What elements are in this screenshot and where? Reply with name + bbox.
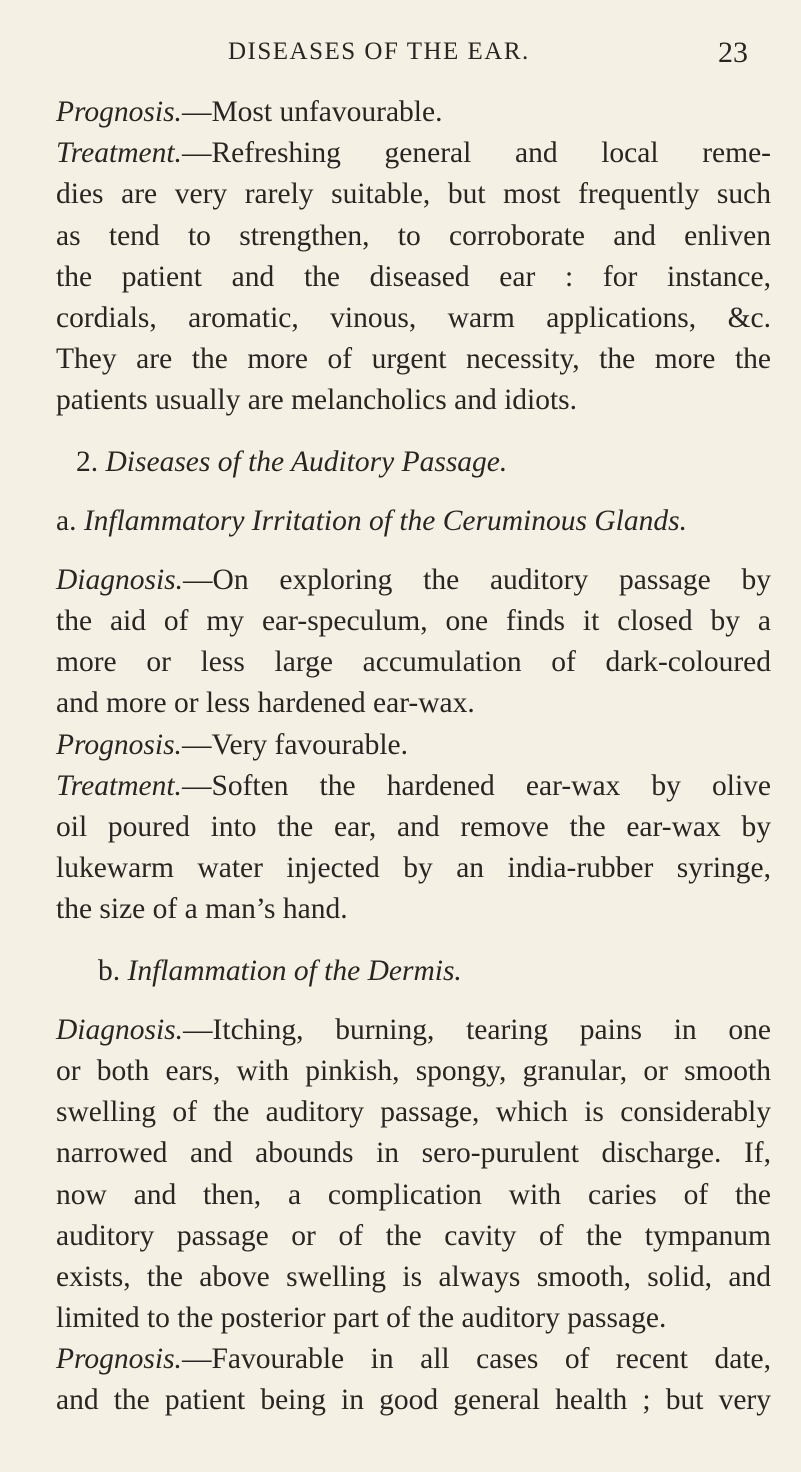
text-line: the patient and the diseased ear : for instance, (56, 260, 771, 293)
text-line: auditory passage or of the cavity of the tympanum (56, 1219, 771, 1252)
text-line: oil poured into the ear, and remove the ear-wax by (56, 811, 771, 843)
text-line: lukewarm water injected by an india-rubber syringe, (56, 852, 771, 885)
text-line: and the patient being in good general health ; but very (56, 1384, 771, 1417)
page-number: 23 (718, 36, 748, 69)
text-line: and more or less hardened ear-wax. (56, 687, 475, 720)
body-text (56, 92, 771, 1422)
section-number: 2. (76, 445, 99, 478)
subsection-heading (56, 951, 771, 992)
subsection-title: Inflammatory Irritation of the Ceruminous Glands. (83, 504, 687, 537)
paragraph-label: Prognosis. (56, 1343, 182, 1376)
subsection-title: Inflammation of the Dermis. (127, 954, 462, 987)
text-line: cordials, aromatic, vinous, warm applications, &c. (56, 301, 771, 334)
text-line: the size of a man’s hand. (56, 893, 348, 926)
subsection-letter: a. (56, 504, 77, 537)
text-line: now and then, a complication with caries of the (56, 1178, 771, 1211)
paragraph-label: Prognosis. (56, 96, 182, 128)
subsection-letter: b. (98, 954, 121, 987)
text-line: exists, the above swelling is always smooth, solid, and (56, 1260, 771, 1293)
text-line: as tend to strengthen, to corroborate and enliven (56, 219, 771, 252)
text-line: or both ears, with pinkish, spongy, granular, or smooth (56, 1054, 771, 1087)
paragraph-label: Prognosis. (56, 728, 182, 761)
paragraph-text: —Very favourable. (181, 728, 409, 761)
paragraph-label: Diagnosis. (56, 1013, 184, 1046)
text-line: narrowed and abounds in sero-purulent discharge. If, (56, 1137, 771, 1170)
text-line (56, 92, 771, 133)
paragraph-label: Treatment. (56, 769, 182, 802)
text-line (56, 1010, 771, 1051)
paragraph-label: Diagnosis. (56, 563, 184, 596)
text-line: swelling of the auditory passage, which is considerably (56, 1096, 771, 1129)
paragraph-text: —Favourable in all cases of recent date, (181, 1343, 771, 1376)
paragraph-text: —Soften the hardened ear-wax by olive (181, 769, 771, 802)
text-line (56, 725, 771, 766)
paragraph-text: —Most unfavourable. (181, 96, 443, 128)
text-line (56, 766, 771, 807)
text-line (56, 1339, 771, 1380)
running-head (0, 38, 801, 78)
text-line (56, 560, 771, 601)
running-title: DISEASES OF THE EAR. (228, 38, 530, 65)
section-title: Diseases of the Auditory Passage. (105, 445, 508, 478)
text-line: patients usually are melancholics and idiots. (56, 384, 578, 417)
text-line: dies are very rarely suitable, but most frequently such (56, 178, 771, 211)
text-line: They are the more of urgent necessity, the more the (56, 343, 771, 376)
paragraph-text: —Itching, burning, tearing pains in one (183, 1013, 771, 1046)
paragraph-label: Treatment. (56, 137, 182, 170)
subsection-heading (56, 501, 771, 542)
text-line: the aid of my ear-speculum, one finds it closed by a (56, 605, 771, 638)
text-line: more or less large accumulation of dark-coloured (56, 646, 771, 679)
text-line (56, 133, 771, 174)
paragraph-text: —Refreshing general and local reme- (181, 137, 771, 170)
text-line: limited to the posterior part of the auditory passage. (56, 1302, 667, 1335)
paragraph-text: —On exploring the auditory passage by (183, 563, 771, 596)
section-heading (56, 442, 771, 483)
